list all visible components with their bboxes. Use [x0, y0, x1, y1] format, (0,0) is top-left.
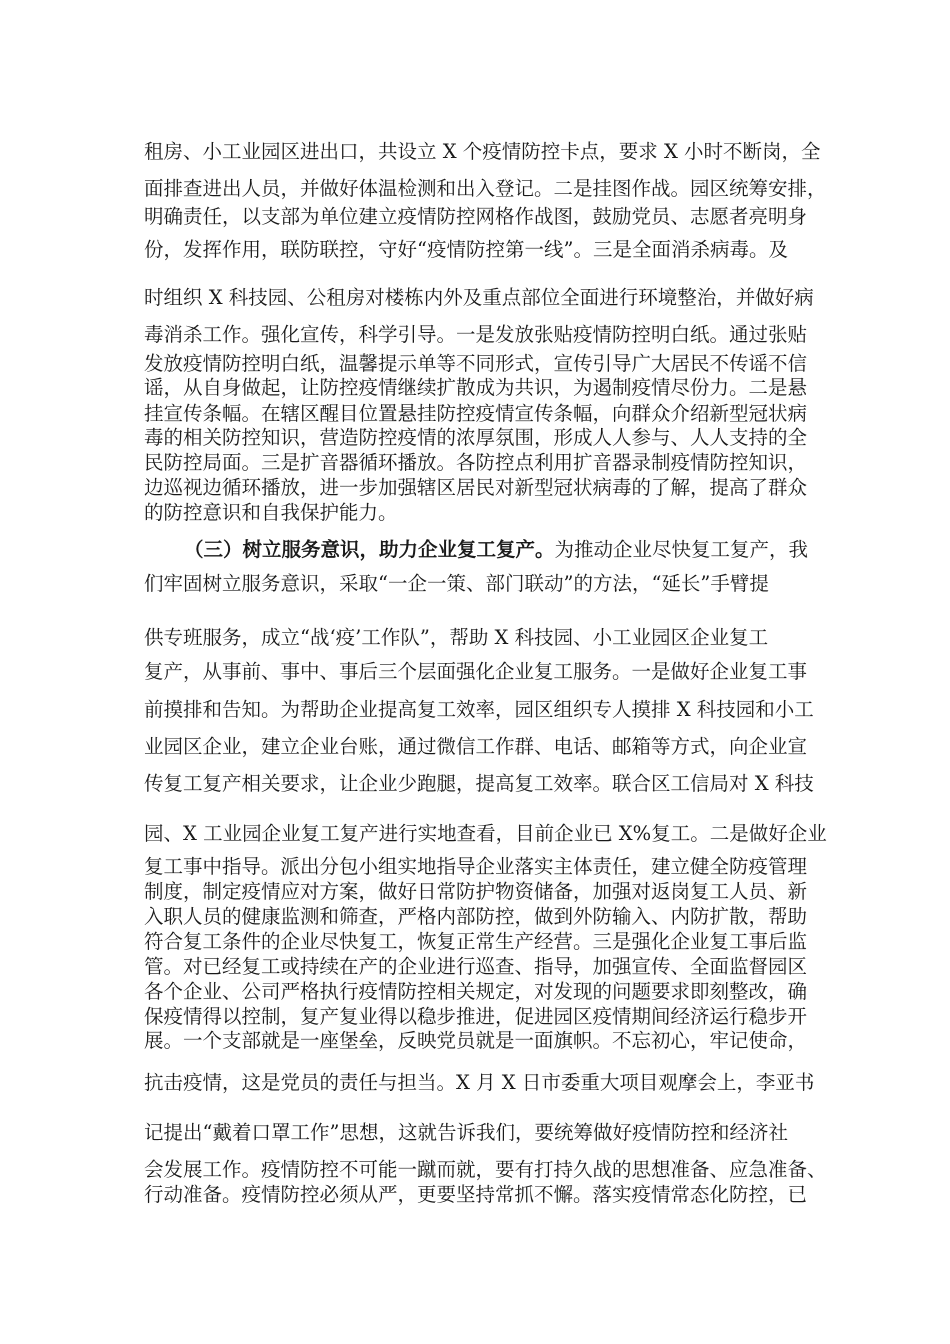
text-line: 供专班服务，成立“战‘疫’工作队”，帮助 X 科技园、小工业园区企业复工 [144, 626, 769, 649]
text-run: 为推动企业尽快复工复产，我 [554, 538, 809, 561]
text-line: 前摸排和告知。为帮助企业提高复工效率，园区组织专人摸排 X 科技园和小工 [144, 698, 814, 721]
text-line: 明确责任，以支部为单位建立疫情防控网格作战图，鼓励党员、志愿者亮明身 [144, 205, 808, 228]
text-line: 抗击疫情，这是党员的责任与担当。X 月 X 日市委重大项目观摩会上，李亚书 [144, 1071, 815, 1094]
paragraph-first-line [184, 535, 809, 565]
text-line: 挂宣传条幅。在辖区醒目位置悬挂防控疫情宣传条幅，向群众介绍新型冠状病 [144, 402, 808, 425]
text-line: 们牢固树立服务意识，采取“一企一策、部门联动”的方法，“延长”手臂提 [144, 572, 769, 595]
text-line: 的防控意识和自我保护能力。 [144, 501, 398, 524]
text-line: 复工事中指导。派出分包小组实地指导企业落实主体责任，建立健全防疫管理 [144, 855, 808, 878]
text-line: 入职人员的健康监测和筛查，严格内部防控，做到外防输入、内防扩散，帮助 [144, 905, 808, 928]
text-line: 份，发挥作用，联防联控，守好“疫情防控第一线”。三是全面消杀病毒。及 [144, 238, 788, 261]
text-line: 毒的相关防控知识，营造防控疫情的浓厚氛围，形成人人参与、人人支持的全 [144, 426, 808, 449]
text-line: 符合复工条件的企业尽快复工，恢复正常生产经营。三是强化企业复工事后监 [144, 930, 808, 953]
text-line: 制度，制定疫情应对方案，做好日常防护物资储备，加强对返岗复工人员、新 [144, 880, 808, 903]
text-line: 园、X 工业园企业复工复产进行实地查看，目前企业已 X%复工。二是做好企业 [144, 822, 827, 845]
text-line: 面排查进出人员，并做好体温检测和出入登记。二是挂图作战。园区统筹安排， [144, 177, 827, 200]
text-line: 毒消杀工作。强化宣传，科学引导。一是发放张贴疫情防控明白纸。通过张贴 [144, 323, 808, 346]
text-line: 管。对已经复工或持续在产的企业进行巡查、指导，加强宣传、全面监督园区 [144, 955, 808, 978]
text-line: 展。一个支部就是一座堡垒，反映党员就是一面旗帜。不忘初心，牢记使命， [144, 1029, 808, 1052]
text-line: 传复工复产相关要求，让企业少跑腿，提高复工效率。联合区工信局对 X 科技 [144, 772, 814, 795]
text-line: 边巡视边循环播放，进一步加强辖区居民对新型冠状病毒的了解，提高了群众 [144, 476, 808, 499]
text-line: 民防控局面。三是扩音器循环播放。各防控点利用扩音器录制疫情防控知识， [144, 451, 808, 474]
text-line: 发放疫情防控明白纸，温馨提示单等不同形式，宣传引导广大居民不传谣不信 [144, 352, 808, 375]
text-line: 谣，从自身做起，让防控疫情继续扩散成为共识，为遏制疫情尽份力。二是悬 [144, 376, 808, 399]
text-line: 记提出“戴着口罩工作”思想，这就告诉我们，要统筹做好疫情防控和经济社 [144, 1121, 788, 1144]
text-line: 会发展工作。疫情防控不可能一蹴而就，要有打持久战的思想准备、应急准备、 [144, 1158, 827, 1181]
text-line: 行动准备。疫情防控必须从严，更要坚持常抓不懈。落实疫情常态化防控，已 [144, 1183, 808, 1206]
text-line: 复产，从事前、事中、事后三个层面强化企业复工服务。一是做好企业复工事 [144, 660, 808, 683]
text-line: 保疫情得以控制，复产复业得以稳步推进，促进园区疫情期间经济运行稳步开 [144, 1005, 808, 1028]
text-line: 租房、小工业园区进出口，共设立 X 个疫情防控卡点，要求 X 小时不断岗，全 [144, 140, 821, 163]
text-line: 时组织 X 科技园、公租房对楼栋内外及重点部位全面进行环境整治，并做好病 [144, 286, 814, 309]
text-line: 各个企业、公司严格执行疫情防控相关规定，对发现的问题要求即刻整改，确 [144, 980, 808, 1003]
text-line: 业园区企业，建立企业台账，通过微信工作群、电话、邮箱等方式，向企业宣 [144, 735, 808, 758]
section-heading: （三）树立服务意识，助力企业复工复产。 [184, 538, 555, 561]
